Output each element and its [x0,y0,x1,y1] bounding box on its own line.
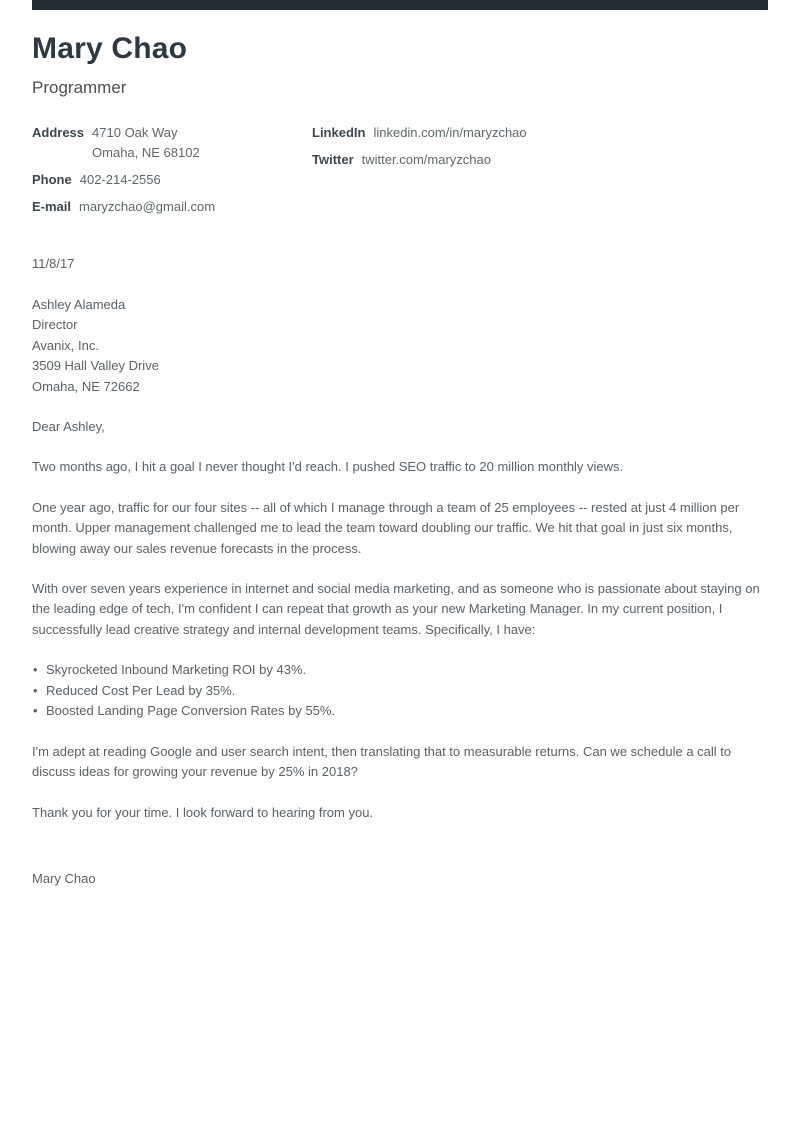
body-paragraph-4: I'm adept at reading Google and user search intent, then translating that to measurable returns. Can we schedule a call to discuss ideas for growing your revenue by 25% in 2018? [32,743,732,780]
body-paragraph-2: One year ago, traffic for our four sites -- all of which I manage through a team of 25 employees -- rested at just 4 million per month. Upper management challenged me to lead the team toward doubling our traffic. We hit that goal in just six months, blowing away our sales revenue forecasts in the process. [32,499,740,556]
email-label: E-mail [32,198,72,214]
address-line-1: 4710 Oak Way [92,124,178,140]
phone-value: 402-214-2556 [79,171,161,187]
phone-label: Phone [32,171,72,187]
achievement-bullet-list [32,660,768,722]
recipient-title: Director [32,317,78,333]
applicant-title: Programmer [32,77,127,97]
address-label: Address [32,124,85,140]
bullet-item-1-text: Skyrocketed Inbound Marketing ROI by 43%. [46,662,307,678]
linkedin-value: linkedin.com/in/maryzchao [373,124,527,140]
bullet-item-3-text: Boosted Landing Page Conversion Rates by 55%. [46,703,336,719]
letter-body [32,254,768,890]
signature: Mary Chao [32,870,96,886]
bullet-glyph: • [33,662,38,678]
letter-date: 11/8/17 [32,255,75,271]
bullet-glyph: • [33,703,38,719]
bullet-item-3 [32,701,768,722]
contact-column-left [32,123,312,224]
bullet-item-2-text: Reduced Cost Per Lead by 35%. [46,682,236,698]
contact-row-phone [32,170,312,190]
email-value: maryzchao@gmail.com [79,198,216,214]
address-line-2: Omaha, NE 68102 [92,144,200,160]
contact-row-twitter [312,150,768,170]
address-value [92,123,200,163]
body-paragraph-5: Thank you for your time. I look forward to hearing from you. [32,804,374,820]
bullet-glyph: • [33,682,38,698]
twitter-value: twitter.com/maryzchao [361,151,491,167]
contact-row-address [32,123,312,163]
bullet-item-2 [32,681,768,702]
contact-row-linkedin [312,123,768,143]
body-paragraph-3: With over seven years experience in internet and social media marketing, and as someone who is passionate about staying on the leading edge of tech, I'm confident I can repeat that growth as your new Marketing Manager. In my current position, I successfully lead creative strategy and internal development teams. Specifically, I have: [32,580,760,637]
linkedin-label: LinkedIn [312,124,366,140]
recipient-company: Avanix, Inc. [32,337,99,353]
salutation: Dear Ashley, [32,418,105,434]
recipient-street: 3509 Hall Valley Drive [32,358,159,374]
body-paragraph-1: Two months ago, I hit a goal I never thought I'd reach. I pushed SEO traffic to 20 million monthly views. [32,459,624,475]
applicant-name: Mary Chao [32,32,188,65]
contact-section [32,123,768,224]
contact-column-right [312,123,768,224]
bullet-item-1 [32,660,768,681]
top-accent-bar [32,0,768,10]
recipient-name: Ashley Alameda [32,296,126,312]
recipient-block [32,295,768,397]
recipient-city: Omaha, NE 72662 [32,378,140,394]
twitter-label: Twitter [312,151,354,167]
contact-row-email [32,197,312,217]
